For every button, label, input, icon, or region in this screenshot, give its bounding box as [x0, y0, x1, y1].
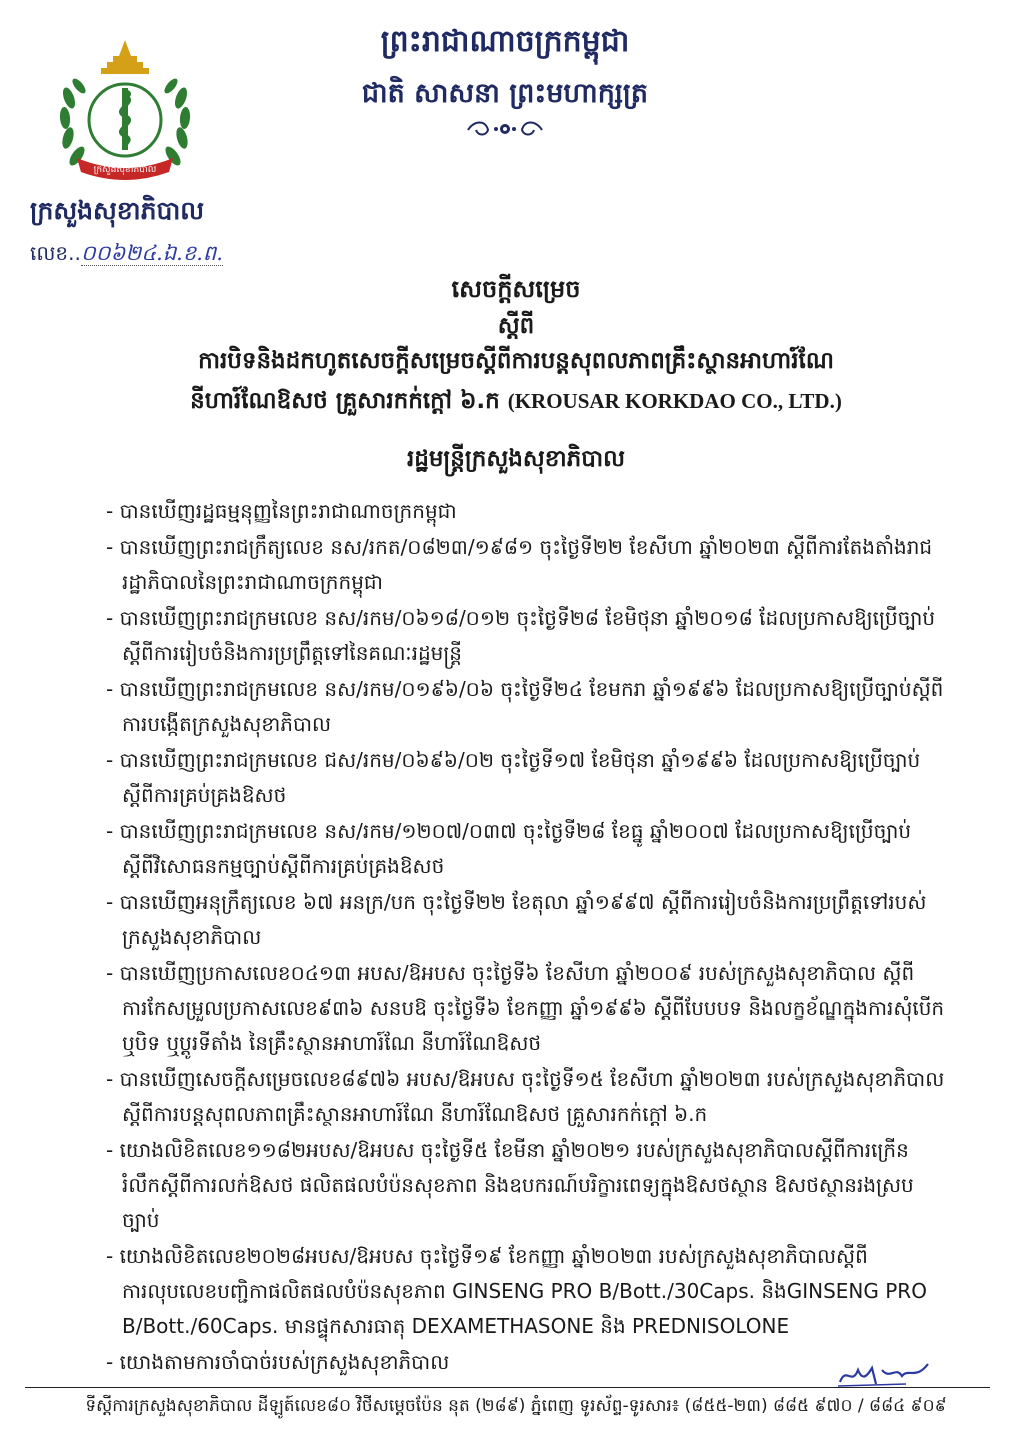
title-about: ស្តីពី	[497, 313, 535, 339]
ministry-emblem	[55, 38, 195, 188]
crown-icon	[101, 40, 149, 74]
title-line-2-km: នីហារ៍ណែឱសថ គ្រួសារកក់ក្តៅ ៦.ក	[190, 388, 500, 414]
reference-number: លេខ..០០៦២៤.ឯ.ខ.ព.	[30, 241, 223, 265]
initials-signature	[836, 1360, 936, 1390]
ribbon-text: ក្រសួងសុខាភិបាល	[93, 165, 157, 175]
caduceus-icon	[121, 88, 131, 150]
document-type: សេចក្តីសម្រេច	[451, 275, 581, 303]
considerations-list	[106, 494, 946, 1381]
list-item: - បានឃើញព្រះរាជក្រឹត្យលេខ នស/រកត/០៨២៣/១៩៨១ ចុះថ្ងៃទី២២ ខែសីហា ឆ្នាំ២០២៣ ស្តីពីការតែងតាំងរាជរដ្ឋាភិបាលនៃព្រះរាជាណាចក្រកម្ពុជា	[106, 530, 946, 600]
reference-label: លេខ	[30, 241, 69, 265]
footer-divider	[25, 1387, 990, 1388]
list-item: - បានឃើញព្រះរាជក្រមលេខ នស/រកម/១២០៧/០៣៧ ចុះថ្ងៃទី២៨ ខែធ្នូ ឆ្នាំ២០០៧ ដែលប្រកាសឱ្យប្រើច្បាប់ស្តីពីវិសោធនកម្មច្បាប់ស្តីពីការគ្រប់គ្រងឱសថ	[106, 814, 946, 884]
list-item: - យោងតាមការចាំបាច់របស់ក្រសួងសុខាភិបាល	[106, 1345, 946, 1380]
title-line-1: ការបិទនិងដកហូតសេចក្តីសម្រេចស្តីពីការបន្តសុពលភាពគ្រឹះស្ថានអាហារ៍ណែ	[198, 348, 834, 374]
laurel-right	[162, 77, 191, 168]
list-item: - បានឃើញព្រះរាជក្រមលេខ នស/រកម/០១៩៦/០៦ ចុះថ្ងៃទី២៤ ខែមករា ឆ្នាំ១៩៩៦ ដែលប្រកាសឱ្យប្រើច្បាប់ស្តីពីការបង្កើតក្រសួងសុខាភិបាល	[106, 672, 946, 742]
list-item: - យោងលិខិតលេខ១១៨២អបស/ឱអបស ចុះថ្ងៃទី៥ ខែមីនា ឆ្នាំ២០២១ របស់ក្រសួងសុខាភិបាលស្តីពីការក្រើនរំលឹកស្តីពីការលក់ឱសថ ផលិតផលបំប៉នសុខភាព និងឧបករណ៍បរិក្ខារពេទ្យក្នុងឱសថស្ថាន ឱសថស្ថានរងស្របច្បាប់	[106, 1133, 946, 1238]
national-motto: ជាតិ សាសនា ព្រះមហាក្សត្រ	[361, 78, 649, 109]
title-line-2-en: (KROUSAR KORKDAO CO., LTD.)	[507, 389, 842, 413]
list-item: - បានឃើញអនុក្រឹត្យលេខ ៦៧ អនក្រ/បក ចុះថ្ងៃទី២២ ខែតុលា ឆ្នាំ១៩៩៧ ស្តីពីការរៀបចំនិងការប្រព្រឹត្តទៅរបស់ក្រសួងសុខាភិបាល	[106, 885, 946, 955]
ornament-icon	[460, 118, 550, 140]
minister-heading: រដ្ឋមន្ត្រីក្រសួងសុខាភិបាល	[406, 446, 626, 472]
reference-value: ០០៦២៤.ឯ.ខ.ព.	[80, 241, 223, 265]
list-item: - បានឃើញរដ្ឋធម្មនុញ្ញនៃព្រះរាជាណាចក្រកម្ពុជា	[106, 494, 946, 529]
title-line-2	[0, 384, 1032, 418]
list-item: - បានឃើញព្រះរាជក្រមលេខ ជស/រកម/០៦៩៦/០២ ចុះថ្ងៃទី១៧ ខែមិថុនា ឆ្នាំ១៩៩៦ ដែលប្រកាសឱ្យប្រើច្បាប់ស្តីពីការគ្រប់គ្រងឱសថ	[106, 743, 946, 813]
list-item: - បានឃើញសេចក្តីសម្រេចលេខ៨៩៧៦ អបស/ឱអបស ចុះថ្ងៃទី១៥ ខែសីហា ឆ្នាំ២០២៣ របស់ក្រសួងសុខាភិបាល ស្តីពីការបន្តសុពលភាពគ្រឹះស្ថានអាហារ៍ណែ នីហារ៍ណែឱសថ គ្រួសារកក់ក្តៅ ៦.ក	[106, 1062, 946, 1132]
ministry-name: ក្រសួងសុខាភិបាល	[30, 196, 205, 225]
footer-address: ទីស្តីការក្រសួងសុខាភិបាល ដីឡូត៍លេខ៨០ វិថីសម្តេចប៉ែន នុត (២៨៩) ភ្នំពេញ ទូរស័ព្ទ-ទូរសារ៖ (៨៥៥-២៣) ៨៨៥ ៩៧០ / ៨៨៤ ៩០៩	[85, 1396, 947, 1416]
list-item: - បានឃើញព្រះរាជក្រមលេខ នស/រកម/០៦១៨/០១២ ចុះថ្ងៃទី២៨ ខែមិថុនា ឆ្នាំ២០១៨ ដែលប្រកាសឱ្យប្រើច្បាប់ស្តីពីការរៀបចំនិងការប្រព្រឹត្តទៅនៃគណៈរដ្ឋមន្ត្រី	[106, 601, 946, 671]
kingdom-name: ព្រះរាជាណាចក្រកម្ពុជា	[380, 24, 630, 59]
list-item: - បានឃើញប្រកាសលេខ០៤១៣ អបស/ឱអបស ចុះថ្ងៃទី៦ ខែសីហា ឆ្នាំ២០០៩ របស់ក្រសួងសុខាភិបាល ស្តីពីការកែសម្រួលប្រកាសលេខ៩៣៦ សនបឱ ចុះថ្ងៃទី៦ ខែកញ្ញា ឆ្នាំ១៩៩៦ ស្តីពីបែបបទ និងលក្ខខ័ណ្ឌក្នុងការសុំបើក ឬបិទ ឬប្តូរទីតាំង នៃគ្រឹះស្ថានអាហារ៍ណែ នីហារ៍ណែឱសថ	[106, 956, 946, 1061]
laurel-left	[59, 77, 88, 168]
list-item: - យោងលិខិតលេខ២០២៨អបស/ឱអបស ចុះថ្ងៃទី១៩ ខែកញ្ញា ឆ្នាំ២០២៣ របស់ក្រសួងសុខាភិបាលស្តីពីការលុបលេខបញ្ជិកាផលិតផលបំប៉នសុខភាព GINSENG PRO B/Bott./30Caps. និងGINSENG PRO B/Bott./60Caps. មានផ្ទុកសារធាតុ DEXAMETHASONE និង PREDNISOLONE	[106, 1239, 946, 1344]
